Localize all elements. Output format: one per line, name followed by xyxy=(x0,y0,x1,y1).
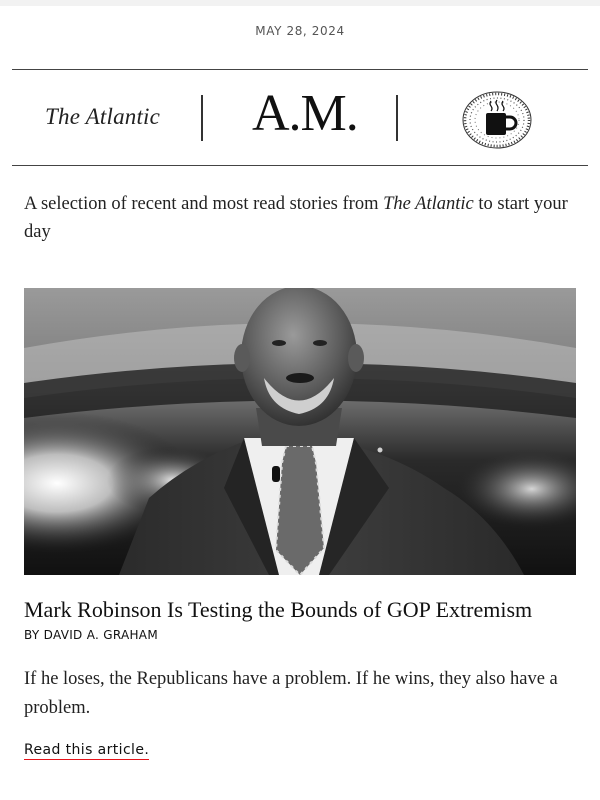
top-strip xyxy=(0,0,600,6)
masthead xyxy=(12,70,588,165)
masthead-divider xyxy=(396,95,398,141)
coffee-mug-icon xyxy=(462,91,532,149)
intro-text xyxy=(24,190,580,246)
intro-text-before: A selection of recent and most read stories from xyxy=(24,194,384,214)
read-article-link[interactable]: Read this article. xyxy=(24,742,150,758)
atlantic-logo[interactable]: The Atlantic xyxy=(45,104,161,129)
am-logo: A.M. xyxy=(252,85,358,142)
article-photo[interactable] xyxy=(24,288,576,575)
masthead-bottom-rule xyxy=(12,165,588,166)
article-byline: BY DAVID A. GRAHAM xyxy=(24,628,158,642)
masthead-divider xyxy=(201,95,203,141)
article-dek: If he loses, the Republicans have a problem. If he wins, they also have a problem. xyxy=(24,669,558,718)
article-headline[interactable]: Mark Robinson Is Testing the Bounds of GOP Extremism xyxy=(24,597,533,622)
intro-text-after: to start your day xyxy=(24,194,568,242)
intro-publication: The Atlantic xyxy=(383,194,474,214)
issue-date: MAY 28, 2024 xyxy=(255,24,345,38)
